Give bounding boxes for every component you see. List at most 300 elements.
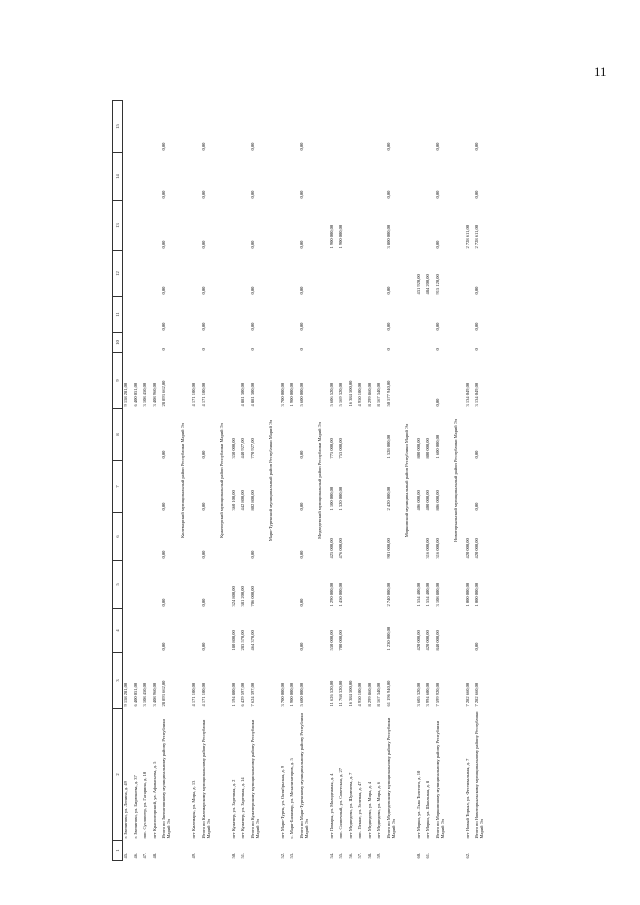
table-cell bbox=[123, 101, 133, 153]
table-row bbox=[348, 101, 358, 861]
table-cell bbox=[123, 609, 133, 653]
table-cell bbox=[191, 561, 201, 609]
table-cell: 3 108 800,00 bbox=[434, 582, 440, 607]
table-cell bbox=[191, 251, 201, 297]
table-cell bbox=[289, 101, 299, 153]
table-cell bbox=[425, 101, 435, 153]
table-cell: Итого по Моркинскому муниципальному району Республики Марий Эл bbox=[434, 720, 445, 839]
table-cell bbox=[416, 297, 426, 333]
table-cell bbox=[376, 251, 386, 297]
table-cell bbox=[240, 251, 250, 297]
column-header: 10 bbox=[113, 333, 123, 353]
table-cell: Итого по Звениговскому муниципальному району Республики Марий Эл bbox=[161, 719, 172, 839]
table-cell bbox=[142, 409, 152, 461]
table-cell bbox=[123, 561, 133, 609]
table-cell bbox=[280, 609, 290, 653]
table-cell bbox=[231, 513, 241, 561]
table-cell bbox=[142, 201, 152, 251]
table-cell bbox=[142, 609, 152, 653]
table-cell bbox=[338, 333, 348, 353]
table-cell bbox=[280, 101, 290, 153]
table-cell: 55. bbox=[338, 852, 343, 859]
table-cell: с. Мари-Билямор, ул. Механизаторов, д. 5 bbox=[289, 758, 294, 839]
table-cell bbox=[367, 461, 377, 513]
table-cell bbox=[348, 513, 358, 561]
table-cell: 360 100,00 bbox=[230, 490, 236, 511]
table-cell bbox=[338, 297, 348, 333]
table-cell bbox=[289, 251, 299, 297]
total-row bbox=[161, 101, 174, 861]
table-cell: 0 bbox=[434, 348, 440, 351]
table-cell bbox=[425, 153, 435, 201]
table-cell bbox=[465, 333, 475, 353]
table-cell: 420 000,00 bbox=[474, 538, 479, 559]
page-number: 11 bbox=[594, 64, 607, 79]
table-cell: 420 000,00 bbox=[415, 630, 421, 651]
table-cell: 54. bbox=[328, 852, 334, 859]
table-cell: 1 900 000,00 bbox=[289, 682, 294, 707]
table-cell: 0,00 bbox=[298, 142, 304, 151]
table-cell: 1 450 000,00 bbox=[338, 582, 343, 607]
table-cell bbox=[123, 409, 133, 461]
table-cell: 3 108 450,00 bbox=[142, 682, 147, 707]
table-cell: 28 893 662,00 bbox=[161, 680, 166, 707]
table-cell bbox=[367, 333, 377, 353]
table-cell bbox=[280, 201, 290, 251]
table-cell bbox=[191, 609, 201, 653]
table-cell: 52. bbox=[279, 852, 285, 859]
table-cell bbox=[465, 461, 475, 513]
table-cell bbox=[231, 101, 241, 153]
table-cell: 4 171 100,00 bbox=[191, 382, 196, 407]
table-cell: 0,00 bbox=[200, 550, 206, 559]
table-cell: 0,00 bbox=[385, 190, 391, 199]
table-cell: 0,00 bbox=[474, 142, 479, 151]
table-cell: 1 900 000,00 bbox=[289, 382, 294, 407]
table-cell: 706 000,00 bbox=[249, 586, 255, 607]
table-row bbox=[425, 101, 435, 861]
table-cell bbox=[376, 333, 386, 353]
table-cell: пос. Солнечный, ул. Советская, д. 27 bbox=[338, 768, 343, 839]
table-cell: 8 299 860,00 bbox=[366, 382, 372, 407]
table-cell bbox=[280, 513, 290, 561]
table-cell bbox=[133, 251, 143, 297]
table-cell: 3 605 320,00 bbox=[415, 682, 421, 707]
table-cell bbox=[367, 409, 377, 461]
table-cell: пгт Морки, ул. Школьная, д. 8 bbox=[425, 780, 430, 839]
table-cell: 0,00 bbox=[200, 322, 206, 331]
table-cell bbox=[348, 461, 358, 513]
table-cell bbox=[142, 513, 152, 561]
table-cell bbox=[338, 153, 348, 201]
table-cell bbox=[348, 333, 358, 353]
table-cell bbox=[416, 101, 426, 153]
table-cell bbox=[465, 153, 475, 201]
table-cell: 7 282 660,00 bbox=[464, 682, 470, 707]
table-cell: 901 000,00 bbox=[385, 538, 391, 559]
table-cell bbox=[240, 101, 250, 153]
table-cell: пгт Куженер, ул. Заречная, д. 2 bbox=[230, 779, 236, 839]
column-header: 4 bbox=[113, 609, 123, 653]
table-cell: 330 000,00 bbox=[230, 438, 236, 459]
table-cell bbox=[201, 841, 214, 861]
section-header-row bbox=[399, 101, 416, 861]
table-cell: 425 000,00 bbox=[328, 538, 334, 559]
table-cell: 0,00 bbox=[161, 322, 166, 331]
table-cell bbox=[348, 251, 358, 297]
table-cell: 0,00 bbox=[200, 286, 206, 295]
table-cell: 0 bbox=[385, 348, 391, 351]
table-cell bbox=[329, 297, 339, 333]
table-cell: 840 000,00 bbox=[434, 630, 440, 651]
table-cell: 6 400 051,00 bbox=[132, 382, 138, 407]
table-cell: 0,00 bbox=[200, 642, 206, 651]
table-cell bbox=[465, 297, 475, 333]
column-header: 3 bbox=[113, 653, 123, 709]
table-cell bbox=[367, 297, 377, 333]
table-cell bbox=[348, 201, 358, 251]
table-cell bbox=[142, 561, 152, 609]
table-cell: пгт Килемары, ул. Мира, д. 13 bbox=[191, 780, 196, 839]
table-cell: 0 bbox=[161, 348, 166, 351]
table-cell bbox=[357, 251, 367, 297]
table-cell: 7 599 920,00 bbox=[434, 682, 440, 707]
table-cell: 0 bbox=[200, 348, 206, 351]
table-cell bbox=[191, 409, 201, 461]
table-cell: Итого по Новоторъяльскому муниципальному району Республики Марий Эл bbox=[474, 711, 485, 839]
table-cell: 0,00 bbox=[298, 286, 304, 295]
table-cell: 11 626 520,00 bbox=[328, 680, 334, 707]
table-cell: 753 000,00 bbox=[338, 438, 343, 459]
table-cell bbox=[280, 251, 290, 297]
table-cell bbox=[231, 251, 241, 297]
table-cell bbox=[289, 461, 299, 513]
table-cell: пгт Куженер, ул. Заречная, д. 14 bbox=[240, 777, 245, 839]
table-cell: 0,00 bbox=[200, 502, 206, 511]
table-cell: 0,00 bbox=[385, 286, 391, 295]
table-cell bbox=[280, 297, 290, 333]
table-row bbox=[338, 101, 348, 861]
table-row bbox=[329, 101, 339, 861]
table-cell: пгт Медведево, ул. Мира, д. 6 bbox=[376, 781, 381, 839]
table-cell bbox=[376, 201, 386, 251]
table-cell: 2 728 611,00 bbox=[464, 225, 470, 249]
table-cell bbox=[142, 297, 152, 333]
table-cell: Итого по Медведевскому муниципальному району Республики Марий Эл bbox=[385, 717, 396, 839]
table-cell: 56. bbox=[347, 852, 353, 859]
table-cell bbox=[289, 297, 299, 333]
table-cell: 1 100 000,00 bbox=[328, 486, 334, 511]
table-cell: 51. bbox=[240, 852, 245, 859]
table-cell: 3 408 960,00 bbox=[151, 682, 157, 707]
table-cell: 0,00 bbox=[434, 190, 440, 199]
table-cell: 0,00 bbox=[474, 642, 479, 651]
section-header-row bbox=[448, 101, 465, 861]
table-cell bbox=[357, 101, 367, 153]
table-cell bbox=[133, 561, 143, 609]
table-row bbox=[152, 101, 162, 861]
table-cell bbox=[329, 251, 339, 297]
table-cell: 180 800,00 bbox=[230, 630, 236, 651]
table-cell bbox=[416, 333, 426, 353]
table-cell: 3 994 600,00 bbox=[425, 682, 430, 707]
table-row bbox=[357, 101, 367, 861]
table-cell bbox=[425, 201, 435, 251]
table-cell bbox=[152, 201, 162, 251]
table-cell: 0,00 bbox=[249, 190, 255, 199]
table-row bbox=[280, 101, 290, 861]
table-cell bbox=[240, 153, 250, 201]
table-cell: 0,00 bbox=[161, 598, 166, 607]
table-cell: 3 408 960,00 bbox=[151, 382, 157, 407]
table-cell: 3 134 049,00 bbox=[474, 382, 479, 407]
table-cell: 0,00 bbox=[161, 190, 166, 199]
table-row bbox=[465, 101, 475, 861]
table-cell bbox=[289, 609, 299, 653]
table-cell: 700 000,00 bbox=[338, 630, 343, 651]
table-cell: 9 158 281,00 bbox=[123, 382, 128, 407]
table-cell: 3 700 000,00 bbox=[279, 682, 285, 707]
table-cell bbox=[231, 297, 241, 333]
section-title: Новоторъяльский муниципальный район Республики Марий Эл bbox=[453, 419, 459, 542]
table-cell bbox=[435, 841, 448, 861]
table-cell: 3 800 000,00 bbox=[385, 224, 391, 249]
table-cell: 0,00 bbox=[474, 450, 479, 459]
column-header: 2 bbox=[113, 709, 123, 841]
table-cell: 0,00 bbox=[434, 240, 440, 249]
section-title: Килемарский муниципальный район Республики Марий Эл bbox=[179, 423, 185, 538]
table-cell: 0,00 bbox=[161, 550, 166, 559]
table-cell bbox=[357, 513, 367, 561]
table-cell bbox=[329, 153, 339, 201]
table-cell: 0,00 bbox=[434, 398, 440, 407]
table-cell bbox=[191, 513, 201, 561]
table-cell bbox=[367, 251, 377, 297]
table-cell bbox=[152, 409, 162, 461]
table-cell bbox=[357, 609, 367, 653]
total-row bbox=[299, 101, 312, 861]
table-body bbox=[123, 101, 488, 861]
section-header-row bbox=[263, 101, 280, 861]
table-cell bbox=[152, 251, 162, 297]
table-cell bbox=[142, 153, 152, 201]
table-cell: 0,00 bbox=[474, 286, 479, 295]
table-cell bbox=[376, 153, 386, 201]
table-cell: 3 134 049,00 bbox=[464, 382, 470, 407]
table-row bbox=[367, 101, 377, 861]
table-cell: 6 400 051,00 bbox=[132, 682, 138, 707]
table-cell bbox=[133, 461, 143, 513]
table-cell bbox=[133, 101, 143, 153]
table-cell bbox=[416, 201, 426, 251]
table-cell bbox=[123, 201, 133, 251]
table-cell bbox=[474, 841, 487, 861]
table-cell bbox=[231, 153, 241, 201]
table-cell: 1 600 000,00 bbox=[434, 434, 440, 459]
table-cell bbox=[367, 513, 377, 561]
table-cell: 4 950 100,00 bbox=[357, 682, 362, 707]
table-cell: 530 000,00 bbox=[328, 630, 334, 651]
table-cell: 0 bbox=[249, 348, 255, 351]
table-cell bbox=[348, 561, 358, 609]
table-row bbox=[231, 101, 241, 861]
table-cell: 4 171 100,00 bbox=[200, 382, 206, 407]
table-cell bbox=[367, 201, 377, 251]
table-cell: 0,00 bbox=[434, 322, 440, 331]
table-cell: 1 900 000,00 bbox=[338, 224, 343, 249]
table-cell bbox=[240, 201, 250, 251]
table-cell bbox=[357, 409, 367, 461]
table-cell bbox=[386, 841, 399, 861]
table-cell: 2 740 000,00 bbox=[385, 582, 391, 607]
table-cell: 915 120,00 bbox=[434, 274, 440, 295]
table-cell bbox=[416, 353, 426, 409]
table-cell bbox=[280, 153, 290, 201]
table-cell: 0,00 bbox=[161, 142, 166, 151]
table-cell: 8 167 340,00 bbox=[376, 382, 381, 407]
table-cell bbox=[133, 409, 143, 461]
table-row bbox=[142, 101, 152, 861]
table-cell: 2 420 000,00 bbox=[385, 486, 391, 511]
table-cell: 58. bbox=[366, 852, 372, 859]
table-cell: 53. bbox=[289, 852, 294, 859]
total-row bbox=[386, 101, 399, 861]
table-cell bbox=[416, 513, 426, 561]
table-cell bbox=[425, 333, 435, 353]
table-cell bbox=[152, 297, 162, 333]
table-row bbox=[289, 101, 299, 861]
table-cell: 0,00 bbox=[298, 322, 304, 331]
table-cell bbox=[348, 153, 358, 201]
table-cell bbox=[240, 333, 250, 353]
section-title: Моркинский муниципальный район Республики Марий Эл bbox=[404, 423, 410, 538]
table-cell: 400 000,00 bbox=[425, 490, 430, 511]
table-cell bbox=[465, 251, 475, 297]
total-row bbox=[250, 101, 263, 861]
table-cell: 4 950 100,00 bbox=[357, 382, 362, 407]
table-cell bbox=[280, 561, 290, 609]
table-cell bbox=[152, 561, 162, 609]
table-cell: 775 000,00 bbox=[328, 438, 334, 459]
table-cell bbox=[376, 561, 386, 609]
table-cell: 16 384 500,00 bbox=[347, 680, 353, 707]
table-cell bbox=[376, 609, 386, 653]
table-cell: 3 700 000,00 bbox=[279, 382, 285, 407]
table-cell: 0,00 bbox=[200, 190, 206, 199]
table-cell: 0,00 bbox=[249, 286, 255, 295]
table-cell: 0,00 bbox=[298, 190, 304, 199]
table-cell bbox=[133, 201, 143, 251]
table-cell bbox=[280, 461, 290, 513]
table-cell bbox=[161, 841, 174, 861]
table-cell bbox=[133, 609, 143, 653]
table-cell bbox=[289, 409, 299, 461]
table-cell bbox=[191, 297, 201, 333]
table-cell: 0 bbox=[474, 348, 479, 351]
table-cell: 48. bbox=[151, 852, 157, 859]
table-cell: 324 800,00 bbox=[230, 586, 236, 607]
table-cell bbox=[289, 561, 299, 609]
table-cell bbox=[416, 153, 426, 201]
column-header: 14 bbox=[113, 153, 123, 201]
table-cell: 316 000,00 bbox=[425, 538, 430, 559]
table-cell: 0,00 bbox=[161, 450, 166, 459]
table-cell bbox=[465, 609, 475, 653]
table-cell: 1 194 800,00 bbox=[230, 682, 236, 707]
table-cell: пгт Мари-Турек, ул. Октябрьская, д. 9 bbox=[279, 765, 285, 839]
table-cell: Итого по Куженерскому муниципальному району Республики Марий Эл bbox=[249, 719, 260, 839]
table-cell: 1 554 400,00 bbox=[415, 582, 421, 607]
table-cell: 431 920,00 bbox=[415, 274, 421, 295]
table-cell: пгт Морки, ул. Льва Толстого, д. 10 bbox=[415, 770, 421, 839]
table-cell: 8 167 340,00 bbox=[376, 682, 381, 707]
column-header: 7 bbox=[113, 461, 123, 513]
table-cell: 1 528 000,00 bbox=[385, 434, 391, 459]
table-cell bbox=[152, 461, 162, 513]
table-cell: 1 554 400,00 bbox=[425, 582, 430, 607]
table-cell bbox=[123, 251, 133, 297]
table-cell bbox=[240, 297, 250, 333]
table-cell: 8 299 860,00 bbox=[366, 682, 372, 707]
table-cell: 45. bbox=[123, 852, 128, 859]
column-header: 8 bbox=[113, 409, 123, 461]
section-header-row bbox=[174, 101, 191, 861]
table-cell: 440 927,00 bbox=[240, 438, 245, 459]
column-header: 15 bbox=[113, 101, 123, 153]
table-cell: 0,00 bbox=[298, 598, 304, 607]
table-cell bbox=[133, 153, 143, 201]
table-cell bbox=[329, 333, 339, 353]
table-cell bbox=[289, 153, 299, 201]
table-cell: Итого по Килемарскому муниципальному району Республики Марий Эл bbox=[200, 719, 211, 839]
column-header: 11 bbox=[113, 297, 123, 333]
table-cell: 49. bbox=[191, 852, 196, 859]
table-cell: 2 728 611,00 bbox=[474, 225, 479, 249]
table-cell: 420 000,00 bbox=[464, 538, 470, 559]
table-cell bbox=[191, 153, 201, 201]
table-cell: 0,00 bbox=[298, 240, 304, 249]
table-cell: 0,00 bbox=[385, 142, 391, 151]
table-cell: 4 881 300,00 bbox=[240, 382, 245, 407]
column-header: 5 bbox=[113, 561, 123, 609]
table-cell bbox=[357, 153, 367, 201]
table-cell: 420 000,00 bbox=[425, 630, 430, 651]
table-cell bbox=[123, 153, 133, 201]
table-cell: 802 800,00 bbox=[249, 490, 255, 511]
table-cell bbox=[367, 561, 377, 609]
table-cell: 5 600 000,00 bbox=[298, 682, 304, 707]
table-cell: 0,00 bbox=[200, 450, 206, 459]
table-cell: 0,00 bbox=[200, 598, 206, 607]
table-cell: пгт Медведево, ул. Шумелева, д. 7 bbox=[347, 772, 353, 839]
column-header: 13 bbox=[113, 201, 123, 251]
table-row bbox=[416, 101, 426, 861]
table-cell bbox=[231, 333, 241, 353]
table-cell: 1 230 000,00 bbox=[385, 626, 391, 651]
table-cell: 0,00 bbox=[249, 240, 255, 249]
table-cell: 62. bbox=[464, 852, 470, 859]
table-cell: пос. Суслонгер, ул. Гагарина, д. 10 bbox=[142, 771, 147, 839]
table-cell: 0,00 bbox=[249, 142, 255, 151]
table-cell: 806 000,00 bbox=[434, 490, 440, 511]
table-cell: 1 000 000,00 bbox=[464, 582, 470, 607]
table-cell: 50. bbox=[230, 852, 236, 859]
table-cell bbox=[191, 201, 201, 251]
column-header: 1 bbox=[113, 841, 123, 861]
table-cell: 316 000,00 bbox=[434, 538, 440, 559]
total-row bbox=[201, 101, 214, 861]
table-cell bbox=[357, 461, 367, 513]
